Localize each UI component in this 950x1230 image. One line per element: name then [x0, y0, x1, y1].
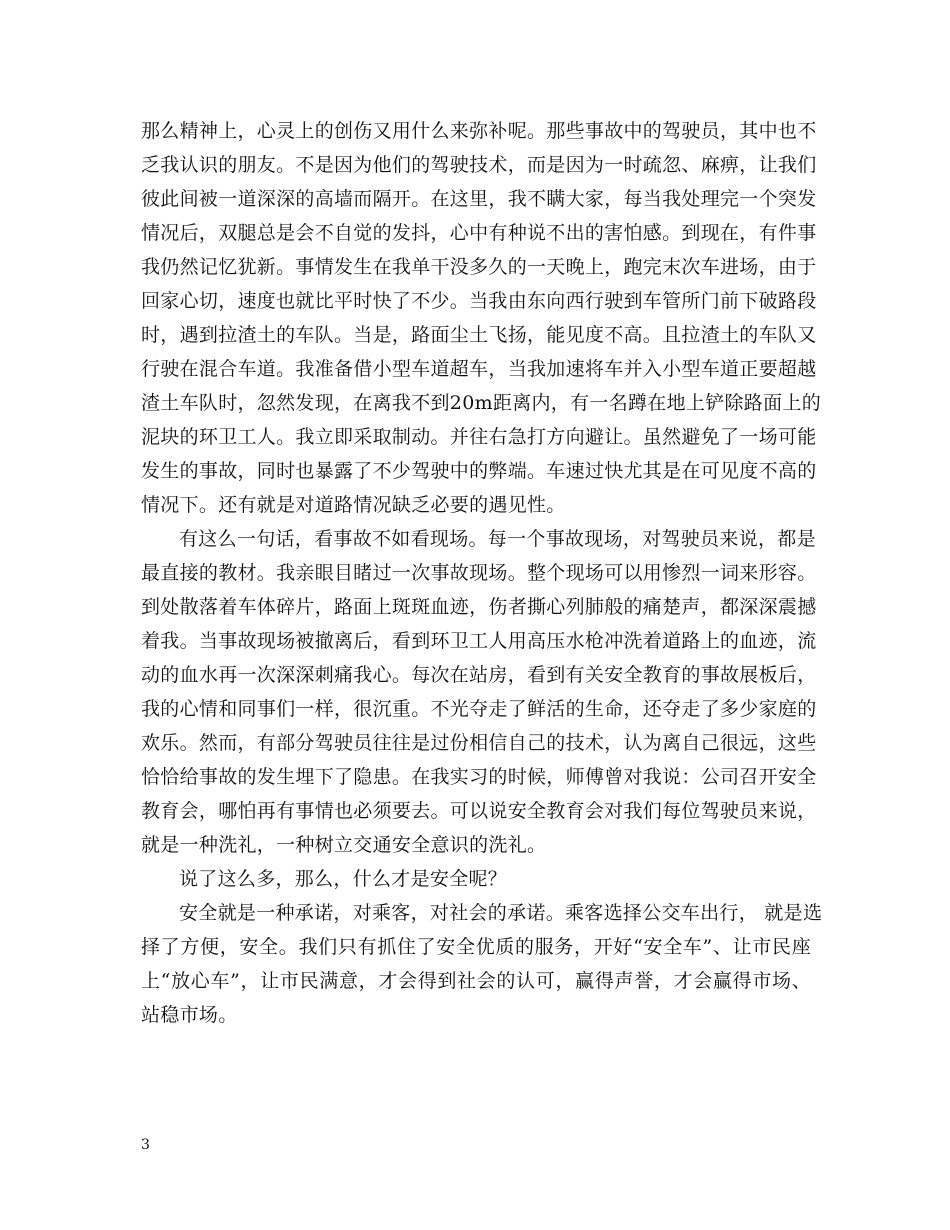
- text-line: 就是一种洗礼，一种树立交通安全意识的洗礼。: [141, 834, 547, 856]
- text-line: 发生的事故，同时也暴露了不少驾驶中的弊端。车速过快尤其是在可见度不高的: [141, 460, 817, 482]
- text-line: 我的心情和同事们一样，很沉重。不光夺走了鲜活的生命，还夺走了多少家庭的: [141, 698, 817, 720]
- text-line: 恰恰给事故的发生埋下了隐患。在我实习的时候，师傅曾对我说：公司召开安全: [141, 766, 817, 788]
- text-line: 上“放心车”，让市民满意，才会得到社会的认可，赢得声誉，才会赢得市场、: [141, 970, 811, 992]
- text-line: 彼此间被一道深深的高墙而隔开。在这里，我不瞒大家，每当我处理完一个突发: [141, 188, 817, 210]
- text-line: 有这么一句话，看事故不如看现场。每一个事故现场，对驾驶员来说，都是: [179, 528, 816, 550]
- text-line: 行驶在混合车道。我准备借小型车道超车，当我加速将车并入小型车道正要超越: [141, 358, 817, 380]
- text-line: 教育会，哪怕再有事情也必须要去。可以说安全教育会对我们每位驾驶员来说，: [141, 800, 817, 822]
- text-line: 情况后，双腿总是会不自觉的发抖，心中有种说不出的害怕感。到现在，有件事: [141, 222, 817, 244]
- page-number: 3: [141, 1137, 150, 1153]
- text-line: 欢乐。然而，有部分驾驶员往往是过份相信自己的技术，认为离自己很远，这些: [141, 732, 817, 754]
- text-line: 最直接的教材。我亲眼目睹过一次事故现场。整个现场可以用惨烈一词来形容。: [141, 562, 817, 584]
- text-line: 说了这么多，那么，什么才是安全呢？: [179, 868, 508, 890]
- text-line: 回家心切，速度也就比平时快了不少。当我由东向西行驶到车管所门前下破路段: [141, 290, 817, 312]
- text-line: 那么精神上，心灵上的创伤又用什么来弥补呢。那些事故中的驾驶员，其中也不: [141, 120, 817, 142]
- text-line: 泥块的环卫工人。我立即采取制动。并往右急打方向避让。虽然避免了一场可能: [141, 426, 817, 448]
- text-line: 择了方便，安全。我们只有抓住了安全优质的服务，开好“安全车”、让市民座: [141, 936, 811, 958]
- text-line: 情况下。还有就是对道路情况缺乏必要的遇见性。: [141, 494, 566, 516]
- text-line: 时，遇到拉渣土的车队。当是，路面尘土飞扬，能见度不高。且拉渣土的车队又: [141, 324, 817, 346]
- text-line: 我仍然记忆犹新。事情发生在我单干没多久的一天晚上，跑完末次车进场，由于: [141, 256, 817, 278]
- text-line: 到处散落着车体碎片，路面上斑斑血迹，伤者撕心列肺般的痛楚声，都深深震撼: [141, 596, 817, 618]
- text-line: 着我。当事故现场被撤离后，看到环卫工人用高压水枪冲洗着道路上的血迹，流: [141, 630, 817, 652]
- body-text: [141, 114, 823, 1032]
- text-line: 渣土车队时，忽然发现，在离我不到20m距离内，有一名蹲在地上铲除路面上的: [141, 392, 821, 414]
- text-line: 站稳市场。: [141, 1004, 238, 1026]
- text-line: 乏我认识的朋友。不是因为他们的驾驶技术，而是因为一时疏忽、麻痹，让我们: [141, 154, 817, 176]
- text-line: 动的血水再一次深深刺痛我心。每次在站房，看到有关安全教育的事故展板后，: [141, 664, 817, 686]
- text-line: 安全就是一种承诺，对乘客，对社会的承诺。乘客选择公交车出行， 就是选: [179, 902, 823, 924]
